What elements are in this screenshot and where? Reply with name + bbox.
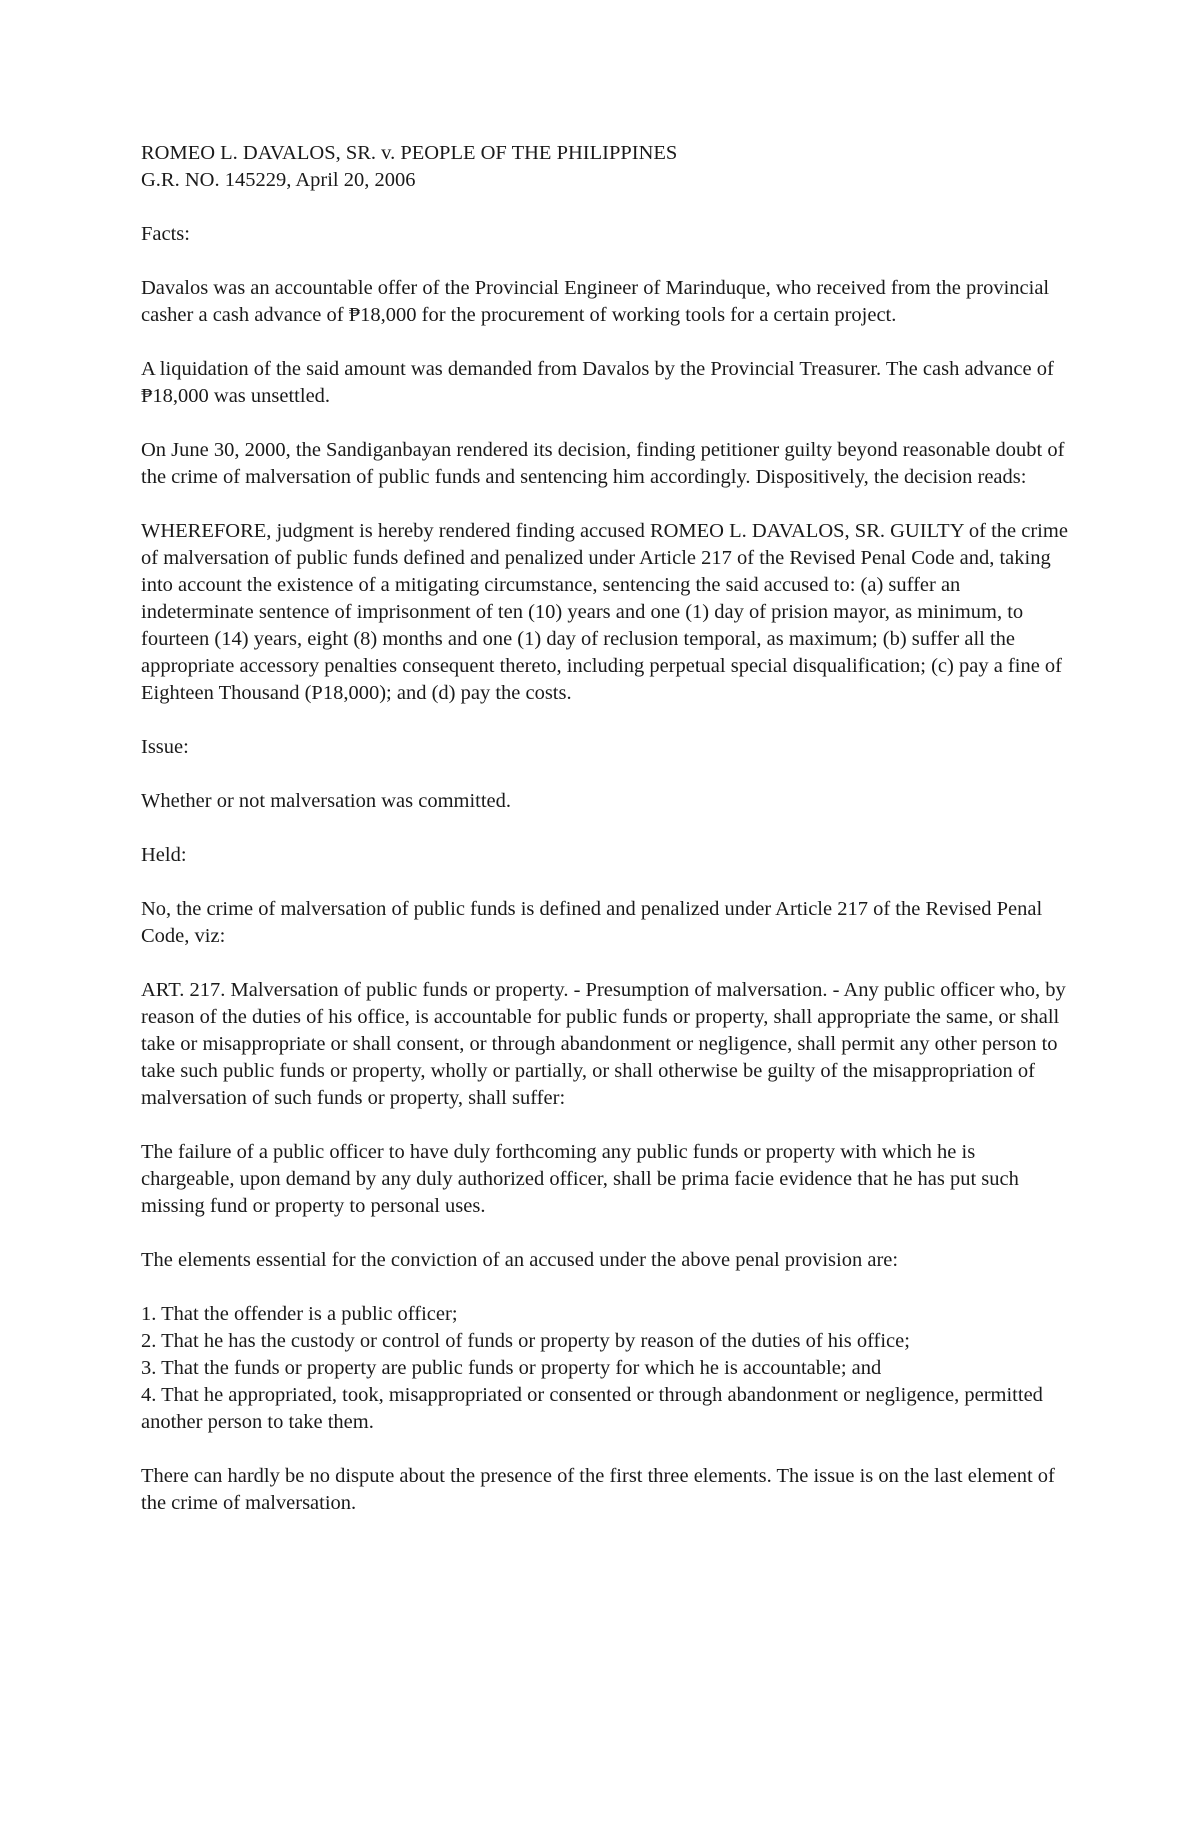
held-paragraph-1: No, the crime of malversation of public funds is defined and penalized under Article 217 of the Revised Penal Code, viz: (141, 898, 1043, 947)
document-page (141, 140, 1071, 1544)
issue-label: Issue: (141, 736, 189, 758)
presumption-paragraph: The failure of a public officer to have duly forthcoming any public funds or property with which he is chargeable, upon demand by any duly authorized officer, shall be prima facie evidence that he has put such missing fund or property to personal uses. (141, 1141, 1019, 1217)
issue-paragraph: Whether or not malversation was committed. (141, 790, 512, 812)
facts-paragraph-2: A liquidation of the said amount was demanded from Davalos by the Provincial Treasurer. The cash advance of ₱18,000 was unsettled. (141, 358, 1054, 407)
list-item: 3. That the funds or property are public funds or property for which he is accountable; and (141, 1357, 882, 1379)
elements-intro-paragraph: The elements essential for the conviction of an accused under the above penal provision are: (141, 1249, 899, 1271)
list-item: 4. That he appropriated, took, misappropriated or consented or through abandonment or negligence, permitted another person to take them. (141, 1384, 1043, 1433)
case-heading (141, 140, 1071, 194)
facts-label: Facts: (141, 223, 190, 245)
held-label: Held: (141, 844, 187, 866)
list-item: 1. That the offender is a public officer; (141, 1303, 458, 1325)
case-title: ROMEO L. DAVALOS, SR. v. PEOPLE OF THE PHILIPPINES (141, 142, 678, 164)
case-citation: G.R. NO. 145229, April 20, 2006 (141, 169, 416, 191)
list-item: 2. That he has the custody or control of funds or property by reason of the duties of his office; (141, 1330, 910, 1352)
elements-list (141, 1301, 1071, 1436)
dispositive-paragraph: WHEREFORE, judgment is hereby rendered finding accused ROMEO L. DAVALOS, SR. GUILTY of the crime of malversation of public funds defined and penalized under Article 217 of the Revised Penal Code and, taking into account the existence of a mitigating circumstance, sentencing the said accused to: (a) suffer an indeterminate sentence of imprisonment of ten (10) years and one (1) day of prision mayor, as minimum, to fourteen (14) years, eight (8) months and one (1) day of reclusion temporal, as maximum; (b) suffer all the appropriate accessory penalties consequent thereto, including perpetual special disqualification; (c) pay a fine of Eighteen Thousand (P18,000); and (d) pay the costs. (141, 520, 1068, 704)
facts-paragraph-1: Davalos was an accountable offer of the Provincial Engineer of Marinduque, who received from the provincial casher a cash advance of ₱18,000 for the procurement of working tools for a certain project. (141, 277, 1050, 326)
facts-paragraph-3: On June 30, 2000, the Sandiganbayan rendered its decision, finding petitioner guilty beyond reasonable doubt of the crime of malversation of public funds and sentencing him accordingly. Dispositively, the decision reads: (141, 439, 1065, 488)
article-217-paragraph: ART. 217. Malversation of public funds or property. - Presumption of malversation. - Any public officer who, by reason of the duties of his office, is accountable for public funds or property, shall appropriate the same, or shall take or misappropriate or shall consent, or through abandonment or negligence, shall permit any other person to take such public funds or property, wholly or partially, or shall otherwise be guilty of the misappropriation of malversation of such funds or property, shall suffer: (141, 979, 1066, 1109)
conclusion-paragraph: There can hardly be no dispute about the presence of the first three elements. The issue is on the last element of the crime of malversation. (141, 1465, 1055, 1514)
